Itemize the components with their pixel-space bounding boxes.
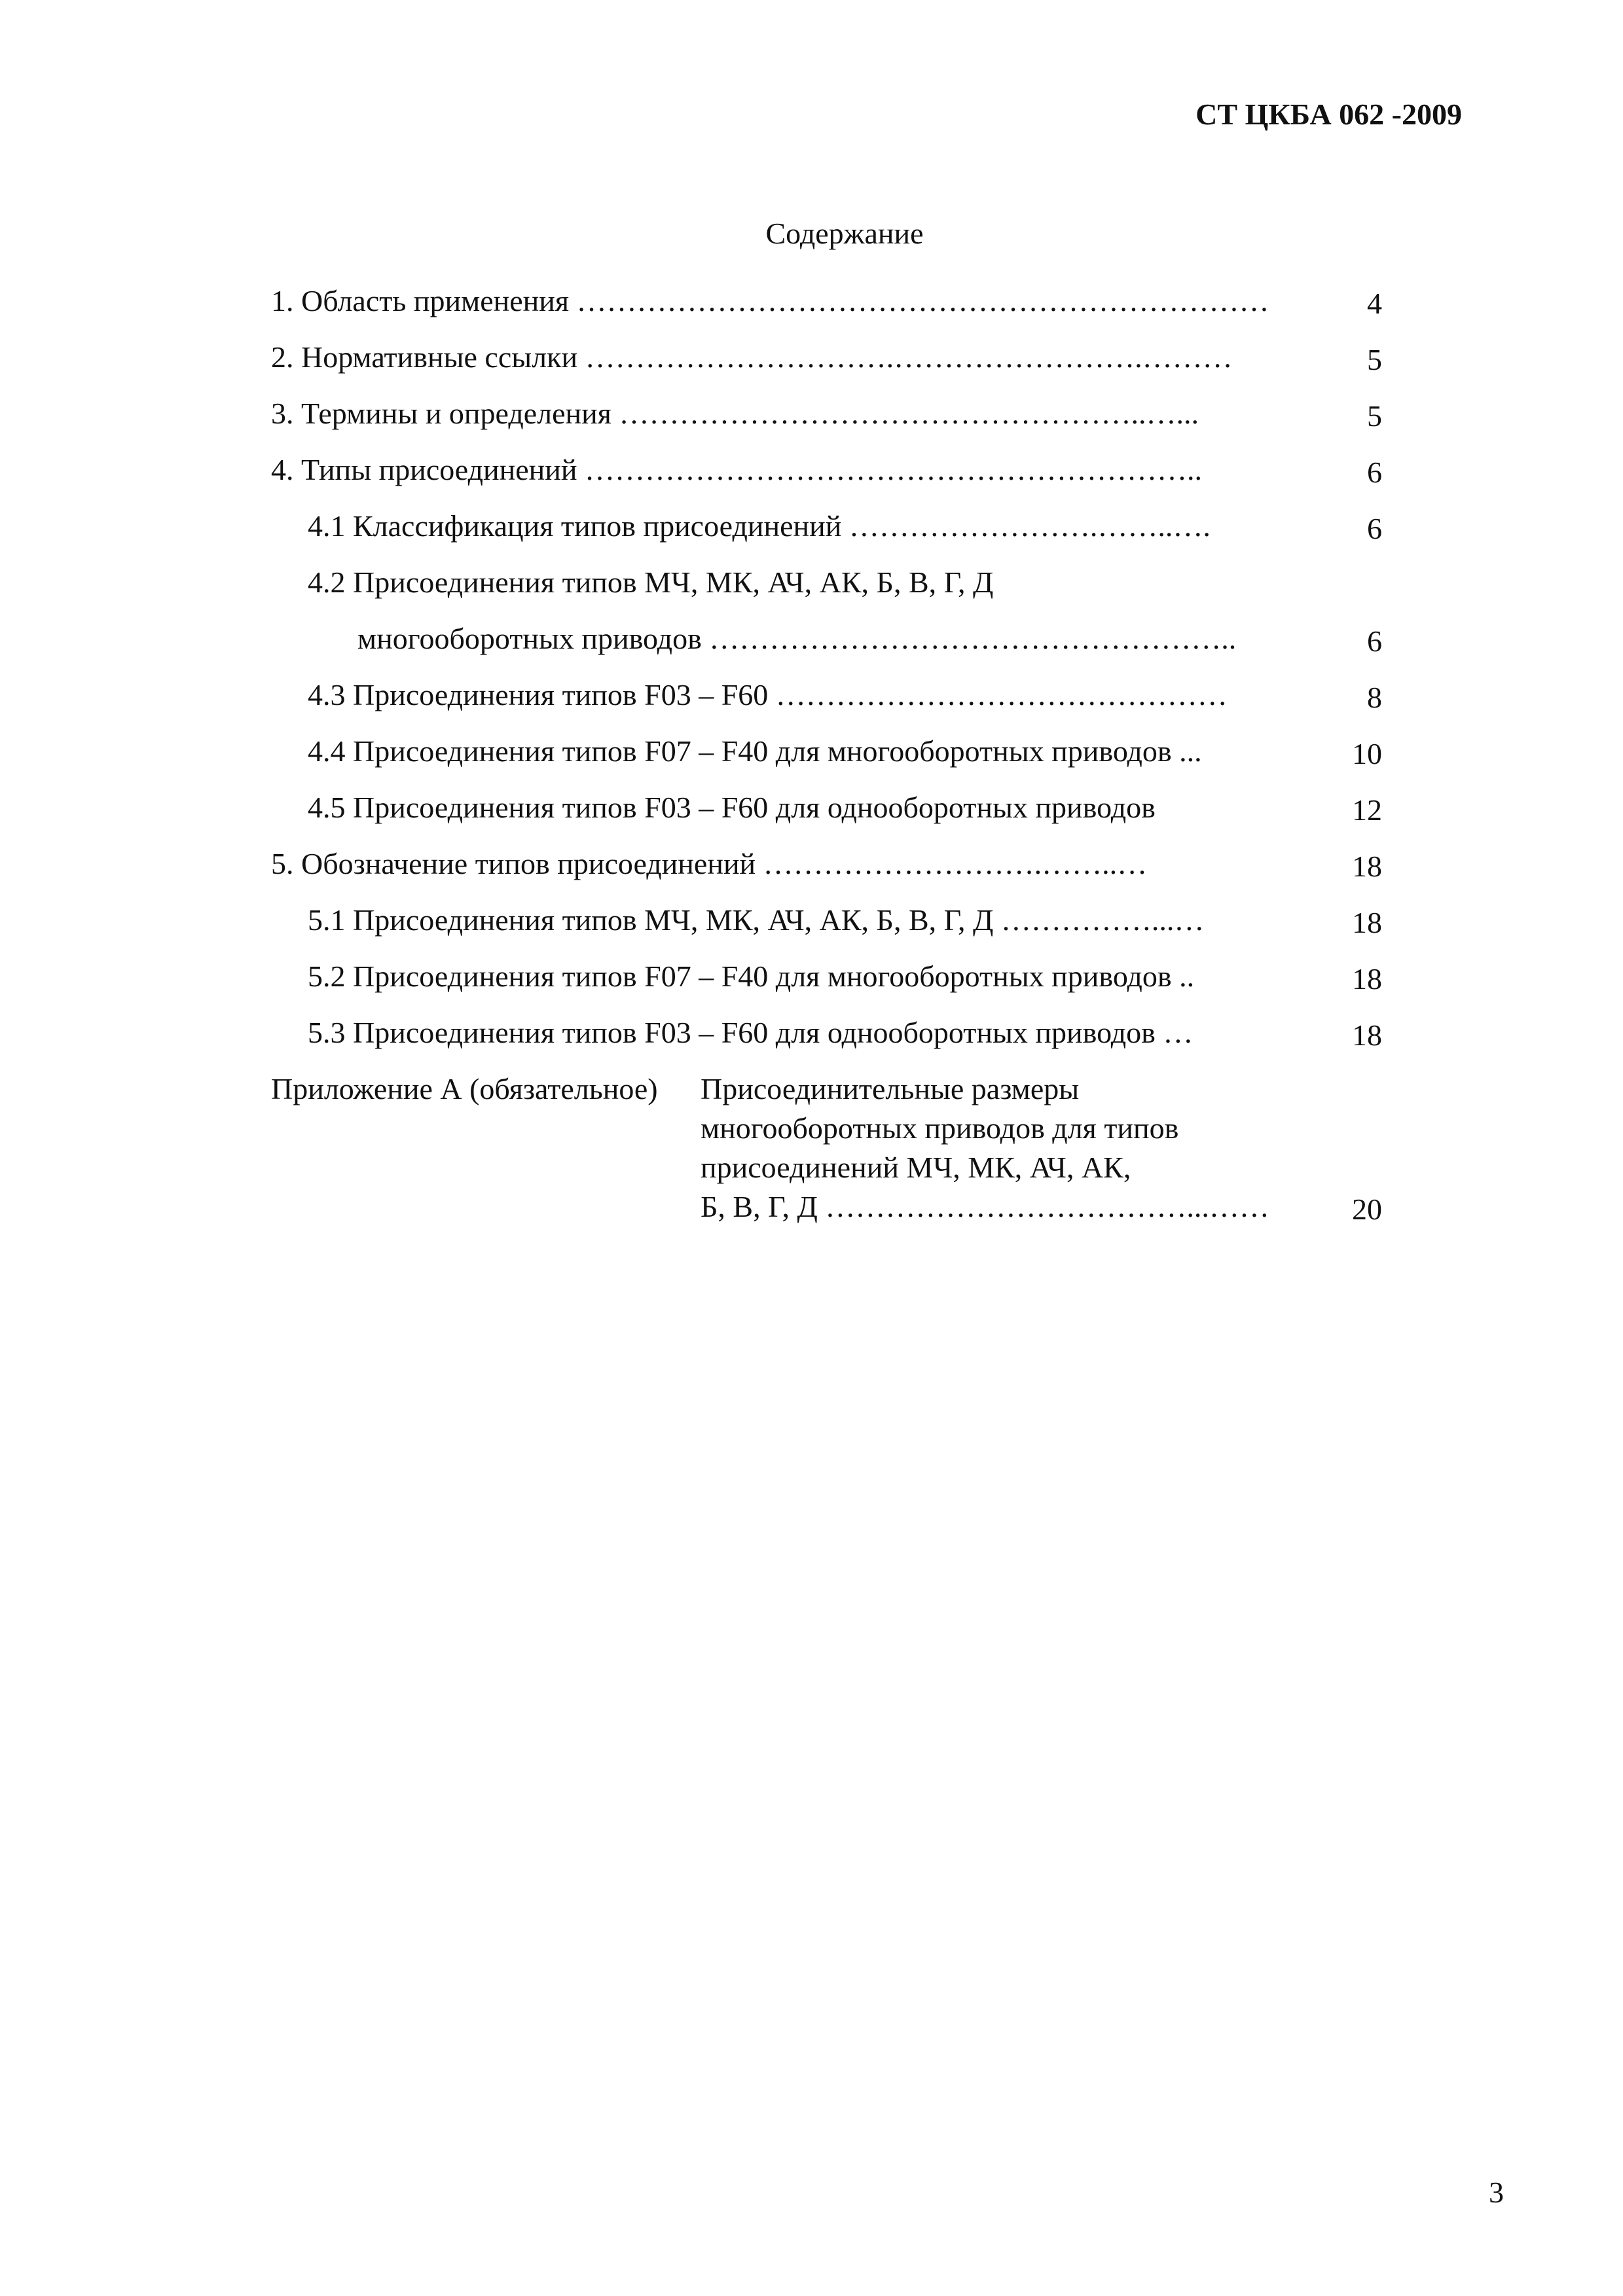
toc-entry-4-2-page: 6 <box>1367 624 1382 658</box>
toc-entry-4-2-cont-text: многооборотных приводов …………………………………………….. <box>357 622 1237 655</box>
toc-entry-5-3-page: 18 <box>1352 1018 1382 1052</box>
toc-title: Содержание <box>765 217 924 250</box>
toc-appendix-line-3: присоединений МЧ, МК, АЧ, АК, <box>701 1151 1131 1184</box>
toc-entry-3-text: 3. Термины и определения ……………………………………………..…... <box>271 397 1199 430</box>
toc-entry-3-page: 5 <box>1367 399 1382 433</box>
toc-entry-5-2-page: 18 <box>1352 962 1382 996</box>
toc-entry-5-text: 5. Обозначение типов присоединений ……………………….……..… <box>271 847 1148 880</box>
toc-entry-5-1-page: 18 <box>1352 906 1382 939</box>
toc-entry-5-2-text: 5.2 Присоединения типов F07 – F40 для многооборотных приводов .. <box>308 960 1195 993</box>
toc-appendix-label: Приложение А (обязательное) <box>271 1072 658 1105</box>
toc-entry-5-3-text: 5.3 Присоединения типов F03 – F60 для однооборотных приводов … <box>308 1016 1194 1049</box>
toc-entry-4-text: 4. Типы присоединений …………………………………………………….. <box>271 453 1203 486</box>
toc-entry-4-1-text: 4.1 Классификация типов присоединений …………………….……..…. <box>308 509 1211 543</box>
toc-entry-2-text: 2. Нормативные ссылки ………………………….…………………….……… <box>271 340 1233 374</box>
toc-entry-4-4-text: 4.4 Присоединения типов F07 – F40 для многооборотных приводов ... <box>308 734 1202 768</box>
toc-appendix-line-1: Присоединительные размеры <box>701 1072 1080 1105</box>
toc-entry-4-3-page: 8 <box>1367 681 1382 714</box>
toc-entry-4-page: 6 <box>1367 456 1382 489</box>
toc-entry-4-1-page: 6 <box>1367 512 1382 545</box>
toc-entry-4-5-page: 12 <box>1352 793 1382 827</box>
toc-entry-4-2-text: 4.2 Присоединения типов МЧ, МК, АЧ, АК, Б, В, Г, Д <box>308 565 994 599</box>
toc-entry-4-5-text: 4.5 Присоединения типов F03 – F60 для однооборотных приводов <box>308 791 1156 824</box>
toc-entry-1-text: 1. Область применения …………………………………………………………… <box>271 284 1269 317</box>
toc-entry-1-page: 4 <box>1367 287 1382 320</box>
toc-appendix-line-2: многооборотных приводов для типов <box>701 1111 1179 1145</box>
toc-appendix-line-4: Б, В, Г, Д ………………………………...…… <box>701 1190 1269 1223</box>
toc-entry-4-3-text: 4.3 Присоединения типов F03 – F60 ……………………………………… <box>308 678 1228 711</box>
toc-entry-5-1-text: 5.1 Присоединения типов МЧ, МК, АЧ, АК, Б, В, Г, Д ……………...… <box>308 903 1205 937</box>
toc-entry-4-4-page: 10 <box>1352 737 1382 770</box>
toc-entry-5-page: 18 <box>1352 850 1382 883</box>
page-number: 3 <box>1489 2176 1504 2209</box>
toc-entry-2-page: 5 <box>1367 343 1382 376</box>
document-code: СТ ЦКБА 062 -2009 <box>1195 98 1462 131</box>
toc-appendix-page: 20 <box>1352 1193 1382 1226</box>
